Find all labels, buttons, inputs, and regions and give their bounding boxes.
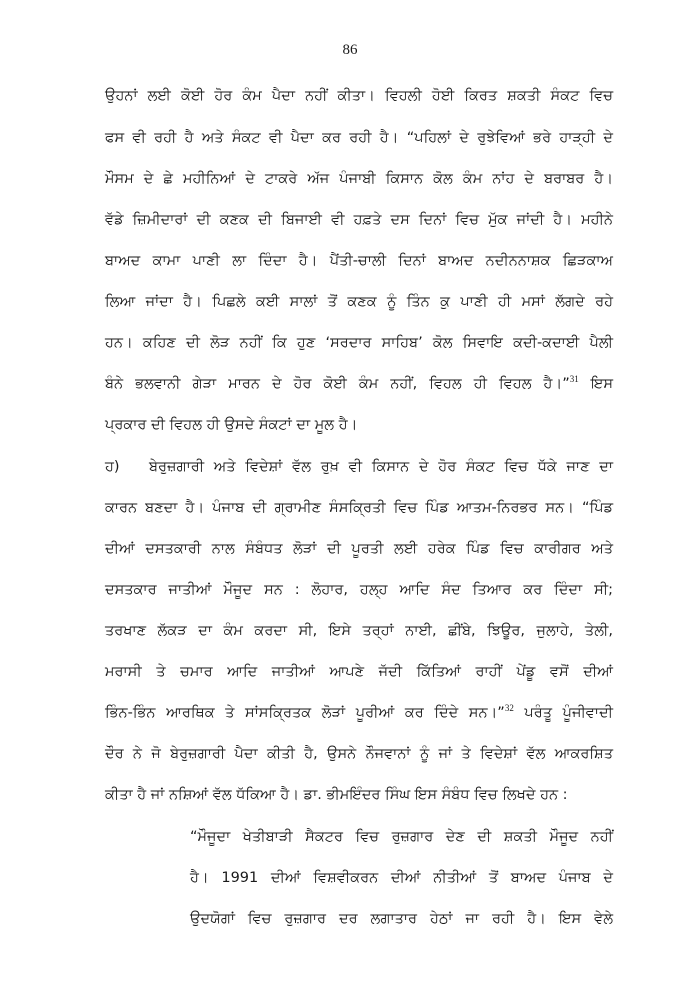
- footnote-ref-31[interactable]: 31: [569, 374, 579, 384]
- quote-line: ਹੈ। 1991 ਦੀਆਂ ਵਿਸ਼ਵੀਕਰਨ ਦੀਆਂ ਨੀਤੀਆਂ ਤੋਂ ਬਾਅਦ ਪੰਜਾਬ ਦੇ: [190, 870, 613, 886]
- text-line: [105, 457, 613, 477]
- text-line: ਉਹਨਾਂ ਲਈ ਕੋਈ ਹੋਰ ਕੰਮ ਪੈਦਾ ਨਹੀਂ ਕੀਤਾ। ਵਿਹਲੀ ਹੋਈ ਕਿਰਤ ਸ਼ਕਤੀ ਸੰਕਟ ਵਿਚ: [105, 88, 613, 104]
- text-line: [105, 703, 613, 723]
- text-line: ਵੱਡੇ ਜ਼ਿਮੀਦਾਰਾਂ ਦੀ ਕਣਕ ਦੀ ਬਿਜਾਈ ਵੀ ਹਫ਼ਤੇ ਦਸ ਦਿਨਾਂ ਵਿਚ ਮੁੱਕ ਜਾਂਦੀ ਹੈ। ਮਹੀਨੇ: [105, 212, 613, 228]
- text-segment: ਬੰਨੇ ਭਲਵਾਨੀ ਗੇੜਾ ਮਾਰਨ ਦੇ ਹੋਰ ਕੋਈ ਕੰਮ ਨਹੀਂ, ਵਿਹਲ ਹੀ ਵਿਹਲ ਹੈ।”: [105, 376, 570, 392]
- quote-line: ਉਦਯੋਗਾਂ ਵਿਚ ਰੁਜ਼ਗਾਰ ਦਰ ਲਗਾਤਾਰ ਹੇਠਾਂ ਜਾ ਰਹੀ ਹੈ। ਇਸ ਵੇਲੇ: [190, 911, 613, 927]
- text-line: [105, 374, 613, 394]
- text-line: ਫਸ ਵੀ ਰਹੀ ਹੈ ਅਤੇ ਸੰਕਟ ਵੀ ਪੈਦਾ ਕਰ ਰਹੀ ਹੈ। “ਪਹਿਲਾਂ ਦੇ ਰੁਝੇਵਿਆਂ ਭਰੇ ਹਾੜ੍ਹੀ ਦੇ: [105, 130, 613, 146]
- text-line: ਕਾਰਨ ਬਣਦਾ ਹੈ। ਪੰਜਾਬ ਦੀ ਗ੍ਰਾਮੀਣ ਸੰਸਕ੍ਰਿਤੀ ਵਿਚ ਪਿੰਡ ਆਤਮ-ਨਿਰਭਰ ਸਨ। “ਪਿੰਡ: [105, 500, 613, 516]
- page-number: 86: [342, 42, 358, 58]
- text-line: ਲਿਆ ਜਾਂਦਾ ਹੈ। ਪਿਛਲੇ ਕਈ ਸਾਲਾਂ ਤੋਂ ਕਣਕ ਨੂੰ ਤਿੰਨ ਕੁ ਪਾਣੀ ਹੀ ਮਸਾਂ ਲੱਗਦੇ ਰਹੇ: [105, 294, 613, 310]
- text-line: ਮੌਸਮ ਦੇ ਛੇ ਮਹੀਨਿਆਂ ਦੇ ਟਾਕਰੇ ਅੱਜ ਪੰਜਾਬੀ ਕਿਸਾਨ ਕੋਲ ਕੰਮ ਨਾਂਹ ਦੇ ਬਰਾਬਰ ਹੈ।: [105, 171, 613, 187]
- text-line: ਦਸਤਕਾਰ ਜਾਤੀਆਂ ਮੌਜੂਦ ਸਨ : ਲੋਹਾਰ, ਹਲ੍ਹ ਆਦਿ ਸੰਦ ਤਿਆਰ ਕਰ ਦਿੰਦਾ ਸੀ;: [105, 582, 613, 598]
- text-line: ਪ੍ਰਕਾਰ ਦੀ ਵਿਹਲ ਹੀ ਉਸਦੇ ਸੰਕਟਾਂ ਦਾ ਮੂਲ ਹੈ।: [105, 417, 358, 433]
- text-line: ਮਰਾਸੀ ਤੇ ਚਮਾਰ ਆਦਿ ਜਾਤੀਆਂ ਆਪਣੇ ਜੱਦੀ ਕਿੱਤਿਆਂ ਰਾਹੀਂ ਪੇਂਡੂ ਵਸੋਂ ਦੀਆਂ: [105, 664, 613, 680]
- text-line: ਤਰਖਾਣ ਲੱਕੜ ਦਾ ਕੰਮ ਕਰਦਾ ਸੀ, ਇਸੇ ਤਰ੍ਹਾਂ ਨਾਈ, ਛੀਂਬੇ, ਝਿਊਰ, ਜੁਲਾਹੇ, ਤੇਲੀ,: [105, 623, 613, 639]
- text-segment: ਭਿੰਨ-ਭਿੰਨ ਆਰਥਿਕ ਤੇ ਸਾਂਸਕ੍ਰਿਤਕ ਲੋੜਾਂ ਪੂਰੀਆਂ ਕਰ ਦਿੰਦੇ ਸਨ।”: [105, 705, 505, 721]
- text-segment: ਪਰੰਤੂ ਪੂੰਜੀਵਾਦੀ: [524, 705, 613, 721]
- text-line: ਹਨ। ਕਹਿਣ ਦੀ ਲੋੜ ਨਹੀਂ ਕਿ ਹੁਣ ‘ਸਰਦਾਰ ਸਾਹਿਬ’ ਕੋਲ ਸਿਵਾਇ ਕਦੀ-ਕਦਾਈ ਪੈਲੀ: [105, 335, 613, 351]
- footnote-ref-32[interactable]: 32: [504, 703, 514, 713]
- quote-line: “ਮੌਜੂਦਾ ਖੇਤੀਬਾੜੀ ਸੈਕਟਰ ਵਿਚ ਰੁਜ਼ਗਾਰ ਦੇਣ ਦੀ ਸ਼ਕਤੀ ਮੌਜੂਦ ਨਹੀਂ: [190, 829, 613, 845]
- text-segment: ਇਸ: [590, 376, 614, 392]
- section-marker: ਹ): [105, 459, 120, 475]
- text-line: ਦੀਆਂ ਦਸਤਕਾਰੀ ਨਾਲ ਸੰਬੰਧਤ ਲੋੜਾਂ ਦੀ ਪੂਰਤੀ ਲਈ ਹਰੇਕ ਪਿੰਡ ਵਿਚ ਕਾਰੀਗਰ ਅਤੇ: [105, 541, 613, 557]
- text-line: ਬਾਅਦ ਕਾਮਾ ਪਾਣੀ ਲਾ ਦਿੰਦਾ ਹੈ। ਪੈਂਤੀ-ਚਾਲੀ ਦਿਨਾਂ ਬਾਅਦ ਨਦੀਨਨਾਸ਼ਕ ਛਿੜਕਾਅ: [105, 253, 613, 269]
- text-line: ਕੀਤਾ ਹੈ ਜਾਂ ਨਸ਼ਿਆਂ ਵੱਲ ਧੱਕਿਆ ਹੈ। ਡਾ. ਭੀਮਇੰਦਰ ਸਿੰਘ ਇਸ ਸੰਬੰਧ ਵਿਚ ਲਿਖਦੇ ਹਨ :: [105, 787, 568, 803]
- text-line: ਦੌਰ ਨੇ ਜੋ ਬੇਰੁਜ਼ਗਾਰੀ ਪੈਦਾ ਕੀਤੀ ਹੈ, ਉਸਨੇ ਨੌਜਵਾਨਾਂ ਨੂੰ ਜਾਂ ਤੇ ਵਿਦੇਸ਼ਾਂ ਵੱਲ ਆਕਰਸ਼ਿਤ: [105, 746, 613, 762]
- text-segment: ਬੇਰੁਜ਼ਗਾਰੀ ਅਤੇ ਵਿਦੇਸ਼ਾਂ ਵੱਲ ਰੁਖ਼ ਵੀ ਕਿਸਾਨ ਦੇ ਹੋਰ ਸੰਕਟ ਵਿਚ ਧੱਕੇ ਜਾਣ ਦਾ: [149, 459, 613, 475]
